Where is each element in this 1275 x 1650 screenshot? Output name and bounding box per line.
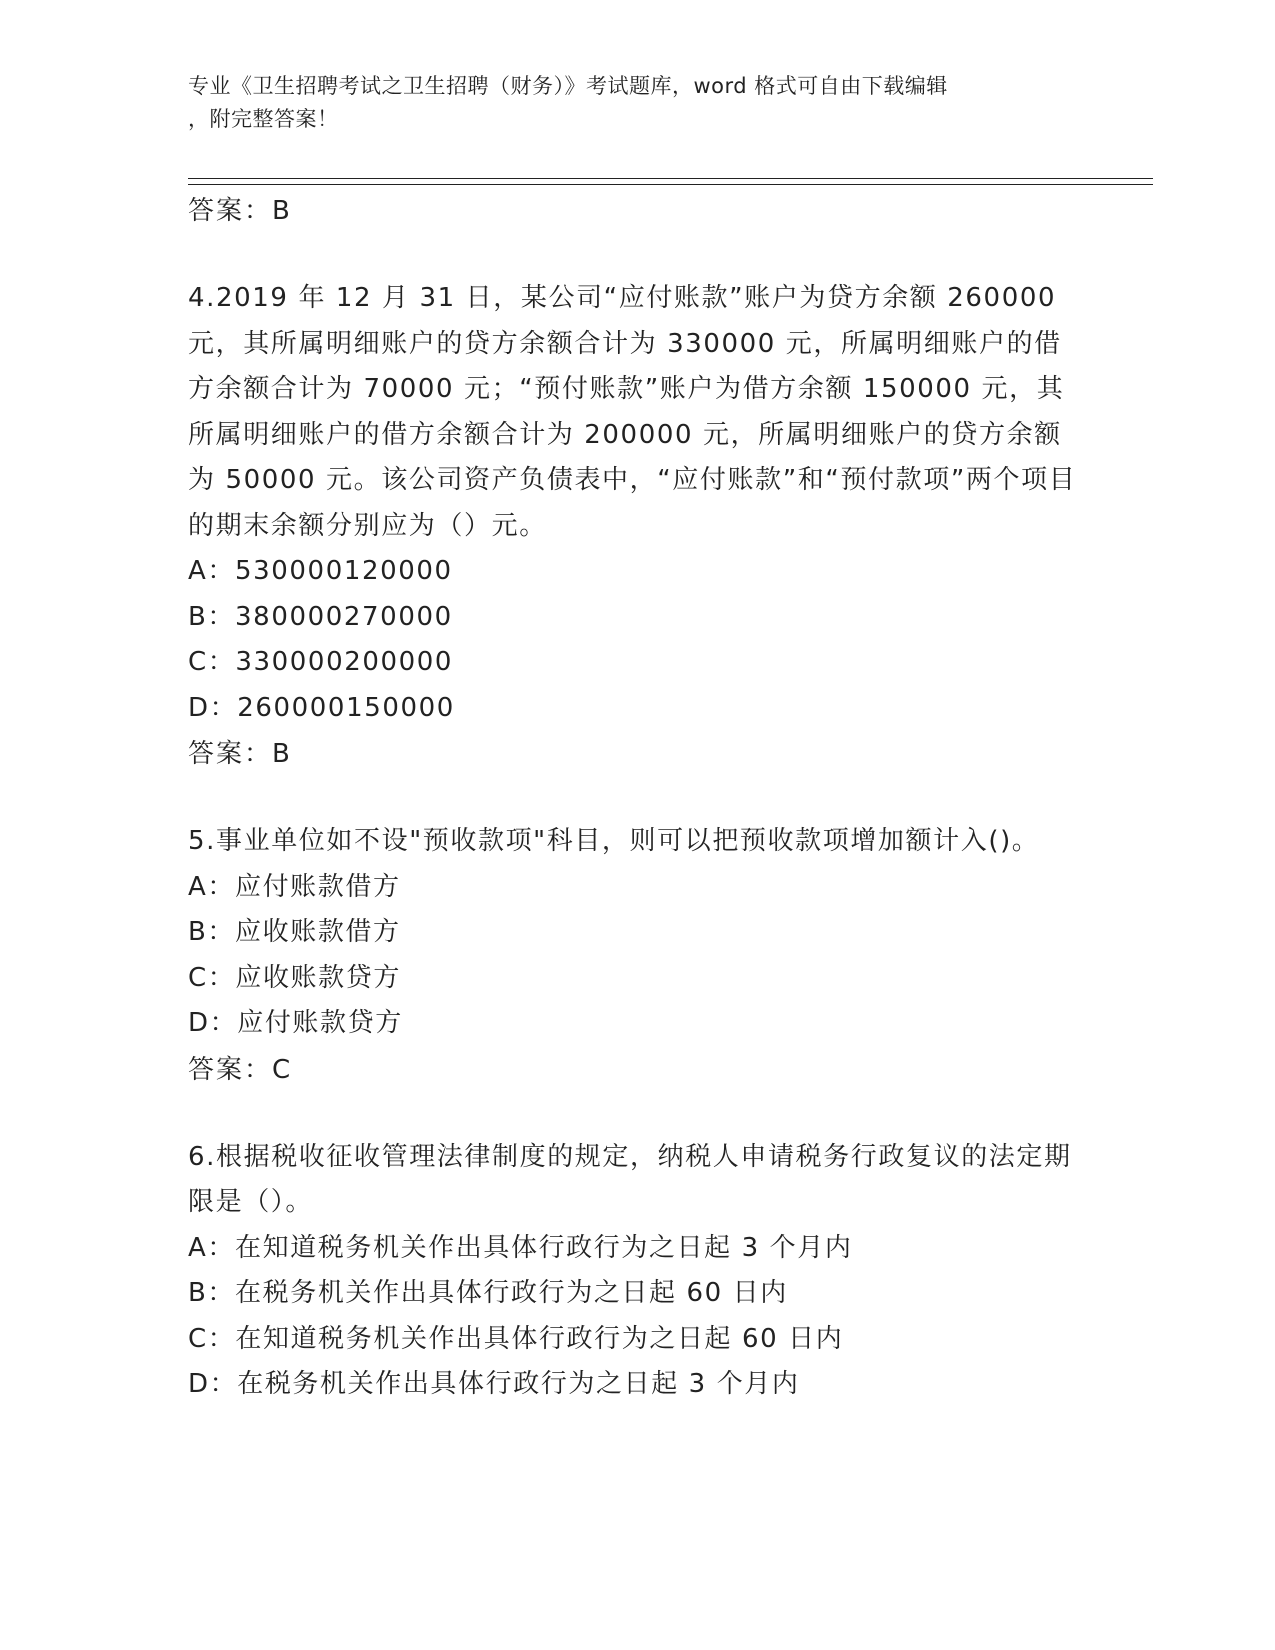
option-c: C：应收账款贷方 — [188, 962, 401, 993]
question-stem: 6.根据税收征收管理法律制度的规定，纳税人申请税务行政复议的法定期限是（）。 — [188, 1141, 1072, 1217]
header-divider-bottom — [188, 184, 1153, 185]
question-list — [188, 190, 1088, 1408]
option-b: B：在税务机关作出具体行政行为之日起 60 日内 — [188, 1278, 788, 1308]
option-a: A：在知道税务机关作出具体行政行为之日起 3 个月内 — [188, 1232, 853, 1263]
option-a: A：530000120000 — [188, 556, 453, 586]
option-b: B：380000270000 — [188, 601, 453, 632]
question-6 — [188, 1135, 1088, 1408]
page-header — [188, 70, 1088, 136]
question-stem: 5.事业单位如不设"预收款项"科目，则可以把预收款项增加额计入()。 — [188, 826, 1040, 856]
header-line-1: 专业《卫生招聘考试之卫生招聘（财务）》考试题库，word 格式可自由下载编辑 — [188, 74, 948, 98]
answer-label: 答案：C — [188, 1054, 293, 1085]
option-a: A：应付账款借方 — [188, 871, 401, 902]
option-d: D：应付账款贷方 — [188, 1008, 403, 1038]
question-stem: 4.2019 年 12 月 31 日，某公司“应付账款”账户为贷方余额 260000 元，其所属明细账户的贷方余额合计为 330000 元，所属明细账户的借方余额合计为 70000 元；“预付账款”账户为借方余额 150000 元，其所属明细账户的借方余额合计为 200000 元，所属明细账户的贷方余额为 50000 元。该公司资产负债表中，“应付账款”和“预付款项”两个项目的期末余额分别应为（）元。 — [188, 283, 1077, 541]
option-c: C：330000200000 — [188, 647, 454, 677]
previous-answer: 答案：B — [188, 196, 292, 226]
header-line-2: ，附完整答案！ — [188, 107, 339, 131]
question-4 — [188, 276, 1088, 775]
option-b: B：应收账款借方 — [188, 917, 401, 947]
option-c: C：在知道税务机关作出具体行政行为之日起 60 日内 — [188, 1323, 844, 1354]
answer-label: 答案：B — [188, 739, 292, 769]
question-5 — [188, 819, 1088, 1091]
option-d: D：260000150000 — [188, 692, 455, 723]
option-d: D：在税务机关作出具体行政行为之日起 3 个月内 — [188, 1369, 800, 1399]
header-divider-top — [188, 178, 1153, 179]
